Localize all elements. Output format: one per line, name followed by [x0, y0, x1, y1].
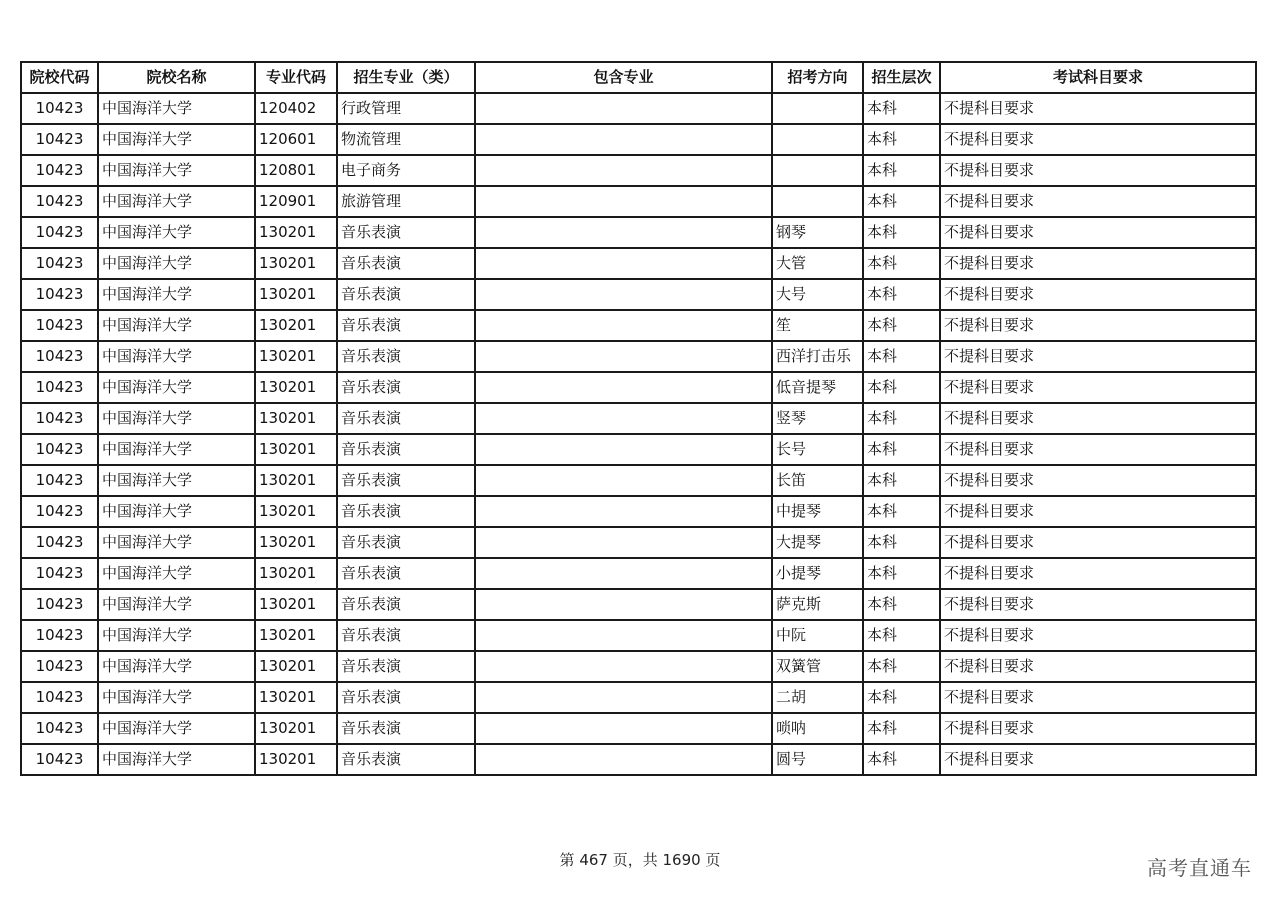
page-number: 第 467 页，共 1690 页: [559, 851, 721, 869]
level-cell: 本科: [863, 527, 940, 558]
table-row: [21, 341, 1256, 372]
major-code-cell: 130201: [255, 310, 337, 341]
school-code-cell: 10423: [21, 651, 98, 682]
major-code-cell: 130201: [255, 682, 337, 713]
header-included-majors: 包含专业: [475, 62, 772, 93]
subject-requirement-cell: 不提科目要求: [940, 124, 1256, 155]
subject-requirement-cell: 不提科目要求: [940, 465, 1256, 496]
school-name-cell: 中国海洋大学: [98, 713, 255, 744]
school-code-cell: 10423: [21, 434, 98, 465]
major-code-cell: 130201: [255, 620, 337, 651]
direction-cell: 低音提琴: [772, 372, 863, 403]
school-name-cell: 中国海洋大学: [98, 496, 255, 527]
direction-cell: 唢呐: [772, 713, 863, 744]
subject-requirement-cell: 不提科目要求: [940, 682, 1256, 713]
direction-cell: 西洋打击乐: [772, 341, 863, 372]
subject-requirement-cell: 不提科目要求: [940, 155, 1256, 186]
school-name-cell: 中国海洋大学: [98, 434, 255, 465]
school-code-cell: 10423: [21, 589, 98, 620]
level-cell: 本科: [863, 217, 940, 248]
major-code-cell: 130201: [255, 465, 337, 496]
direction-cell: [772, 186, 863, 217]
major-code-cell: 130201: [255, 341, 337, 372]
subject-requirement-cell: 不提科目要求: [940, 744, 1256, 775]
subject-requirement-cell: 不提科目要求: [940, 527, 1256, 558]
major-category-cell: 音乐表演: [337, 744, 475, 775]
included-majors-cell: [475, 620, 772, 651]
major-code-cell: 130201: [255, 527, 337, 558]
table-row: [21, 279, 1256, 310]
school-name-cell: 中国海洋大学: [98, 155, 255, 186]
header-school-name: 院校名称: [98, 62, 255, 93]
level-cell: 本科: [863, 682, 940, 713]
watermark-text: 高考直通车: [1147, 856, 1252, 880]
school-name-cell: 中国海洋大学: [98, 620, 255, 651]
table-row: [21, 682, 1256, 713]
included-majors-cell: [475, 155, 772, 186]
school-name-cell: 中国海洋大学: [98, 744, 255, 775]
table-header-row: [21, 62, 1256, 93]
major-category-cell: 音乐表演: [337, 248, 475, 279]
level-cell: 本科: [863, 372, 940, 403]
level-cell: 本科: [863, 496, 940, 527]
school-code-cell: 10423: [21, 124, 98, 155]
subject-requirement-cell: 不提科目要求: [940, 341, 1256, 372]
direction-cell: 长号: [772, 434, 863, 465]
level-cell: 本科: [863, 124, 940, 155]
enrollment-table: [20, 61, 1257, 776]
header-subject-requirement: 考试科目要求: [940, 62, 1256, 93]
table-row: [21, 403, 1256, 434]
table-row: [21, 589, 1256, 620]
subject-requirement-cell: 不提科目要求: [940, 248, 1256, 279]
major-code-cell: 130201: [255, 589, 337, 620]
school-name-cell: 中国海洋大学: [98, 558, 255, 589]
subject-requirement-cell: 不提科目要求: [940, 713, 1256, 744]
table-row: [21, 527, 1256, 558]
included-majors-cell: [475, 465, 772, 496]
direction-cell: [772, 93, 863, 124]
major-category-cell: 音乐表演: [337, 465, 475, 496]
school-code-cell: 10423: [21, 186, 98, 217]
subject-requirement-cell: 不提科目要求: [940, 217, 1256, 248]
major-category-cell: 音乐表演: [337, 558, 475, 589]
included-majors-cell: [475, 186, 772, 217]
major-code-cell: 130201: [255, 744, 337, 775]
level-cell: 本科: [863, 155, 940, 186]
direction-cell: 中阮: [772, 620, 863, 651]
school-code-cell: 10423: [21, 620, 98, 651]
major-code-cell: 120601: [255, 124, 337, 155]
major-category-cell: 音乐表演: [337, 651, 475, 682]
subject-requirement-cell: 不提科目要求: [940, 186, 1256, 217]
subject-requirement-cell: 不提科目要求: [940, 372, 1256, 403]
major-category-cell: 物流管理: [337, 124, 475, 155]
school-name-cell: 中国海洋大学: [98, 217, 255, 248]
included-majors-cell: [475, 403, 772, 434]
included-majors-cell: [475, 496, 772, 527]
major-category-cell: 音乐表演: [337, 589, 475, 620]
school-code-cell: 10423: [21, 310, 98, 341]
table-row: [21, 744, 1256, 775]
header-level: 招生层次: [863, 62, 940, 93]
school-code-cell: 10423: [21, 403, 98, 434]
direction-cell: 大提琴: [772, 527, 863, 558]
major-code-cell: 120901: [255, 186, 337, 217]
direction-cell: [772, 155, 863, 186]
table-row: [21, 496, 1256, 527]
major-code-cell: 130201: [255, 713, 337, 744]
school-name-cell: 中国海洋大学: [98, 527, 255, 558]
included-majors-cell: [475, 682, 772, 713]
level-cell: 本科: [863, 248, 940, 279]
included-majors-cell: [475, 341, 772, 372]
subject-requirement-cell: 不提科目要求: [940, 589, 1256, 620]
included-majors-cell: [475, 279, 772, 310]
school-name-cell: 中国海洋大学: [98, 186, 255, 217]
school-name-cell: 中国海洋大学: [98, 248, 255, 279]
level-cell: 本科: [863, 558, 940, 589]
major-code-cell: 120402: [255, 93, 337, 124]
table-row: [21, 310, 1256, 341]
included-majors-cell: [475, 434, 772, 465]
direction-cell: 大管: [772, 248, 863, 279]
major-category-cell: 行政管理: [337, 93, 475, 124]
direction-cell: 萨克斯: [772, 589, 863, 620]
school-name-cell: 中国海洋大学: [98, 279, 255, 310]
direction-cell: 大号: [772, 279, 863, 310]
subject-requirement-cell: 不提科目要求: [940, 434, 1256, 465]
school-name-cell: 中国海洋大学: [98, 589, 255, 620]
table-body: [21, 93, 1256, 775]
level-cell: 本科: [863, 589, 940, 620]
school-code-cell: 10423: [21, 496, 98, 527]
included-majors-cell: [475, 651, 772, 682]
direction-cell: 笙: [772, 310, 863, 341]
direction-cell: 双簧管: [772, 651, 863, 682]
major-category-cell: 音乐表演: [337, 527, 475, 558]
major-code-cell: 130201: [255, 434, 337, 465]
major-category-cell: 音乐表演: [337, 682, 475, 713]
header-major-code: 专业代码: [255, 62, 337, 93]
included-majors-cell: [475, 217, 772, 248]
direction-cell: 小提琴: [772, 558, 863, 589]
subject-requirement-cell: 不提科目要求: [940, 651, 1256, 682]
major-code-cell: 130201: [255, 248, 337, 279]
level-cell: 本科: [863, 186, 940, 217]
level-cell: 本科: [863, 434, 940, 465]
school-name-cell: 中国海洋大学: [98, 403, 255, 434]
school-code-cell: 10423: [21, 558, 98, 589]
school-name-cell: 中国海洋大学: [98, 124, 255, 155]
school-code-cell: 10423: [21, 217, 98, 248]
included-majors-cell: [475, 93, 772, 124]
level-cell: 本科: [863, 403, 940, 434]
major-category-cell: 电子商务: [337, 155, 475, 186]
included-majors-cell: [475, 527, 772, 558]
table-row: [21, 465, 1256, 496]
major-category-cell: 旅游管理: [337, 186, 475, 217]
level-cell: 本科: [863, 651, 940, 682]
header-school-code: 院校代码: [21, 62, 98, 93]
subject-requirement-cell: 不提科目要求: [940, 558, 1256, 589]
school-code-cell: 10423: [21, 341, 98, 372]
subject-requirement-cell: 不提科目要求: [940, 496, 1256, 527]
subject-requirement-cell: 不提科目要求: [940, 93, 1256, 124]
school-code-cell: 10423: [21, 713, 98, 744]
table-row: [21, 93, 1256, 124]
level-cell: 本科: [863, 465, 940, 496]
direction-cell: [772, 124, 863, 155]
level-cell: 本科: [863, 744, 940, 775]
included-majors-cell: [475, 713, 772, 744]
table-row: [21, 372, 1256, 403]
major-category-cell: 音乐表演: [337, 310, 475, 341]
direction-cell: 钢琴: [772, 217, 863, 248]
school-name-cell: 中国海洋大学: [98, 341, 255, 372]
table-row: [21, 155, 1256, 186]
included-majors-cell: [475, 744, 772, 775]
school-code-cell: 10423: [21, 279, 98, 310]
subject-requirement-cell: 不提科目要求: [940, 620, 1256, 651]
school-name-cell: 中国海洋大学: [98, 682, 255, 713]
level-cell: 本科: [863, 93, 940, 124]
major-category-cell: 音乐表演: [337, 434, 475, 465]
major-category-cell: 音乐表演: [337, 341, 475, 372]
included-majors-cell: [475, 589, 772, 620]
table-row: [21, 651, 1256, 682]
direction-cell: 圆号: [772, 744, 863, 775]
table-row: [21, 217, 1256, 248]
included-majors-cell: [475, 124, 772, 155]
level-cell: 本科: [863, 713, 940, 744]
header-major-category: 招生专业（类）: [337, 62, 475, 93]
subject-requirement-cell: 不提科目要求: [940, 279, 1256, 310]
direction-cell: 二胡: [772, 682, 863, 713]
school-name-cell: 中国海洋大学: [98, 465, 255, 496]
subject-requirement-cell: 不提科目要求: [940, 403, 1256, 434]
major-category-cell: 音乐表演: [337, 496, 475, 527]
included-majors-cell: [475, 248, 772, 279]
included-majors-cell: [475, 310, 772, 341]
major-category-cell: 音乐表演: [337, 620, 475, 651]
table-row: [21, 124, 1256, 155]
school-code-cell: 10423: [21, 744, 98, 775]
included-majors-cell: [475, 558, 772, 589]
included-majors-cell: [475, 372, 772, 403]
major-category-cell: 音乐表演: [337, 713, 475, 744]
level-cell: 本科: [863, 341, 940, 372]
major-category-cell: 音乐表演: [337, 403, 475, 434]
school-code-cell: 10423: [21, 465, 98, 496]
header-direction: 招考方向: [772, 62, 863, 93]
table-row: [21, 186, 1256, 217]
level-cell: 本科: [863, 310, 940, 341]
table-row: [21, 434, 1256, 465]
table-row: [21, 248, 1256, 279]
table-row: [21, 620, 1256, 651]
school-name-cell: 中国海洋大学: [98, 651, 255, 682]
school-name-cell: 中国海洋大学: [98, 310, 255, 341]
level-cell: 本科: [863, 279, 940, 310]
major-category-cell: 音乐表演: [337, 372, 475, 403]
major-code-cell: 120801: [255, 155, 337, 186]
major-code-cell: 130201: [255, 651, 337, 682]
major-code-cell: 130201: [255, 496, 337, 527]
school-code-cell: 10423: [21, 527, 98, 558]
major-code-cell: 130201: [255, 372, 337, 403]
major-code-cell: 130201: [255, 558, 337, 589]
major-code-cell: 130201: [255, 279, 337, 310]
school-name-cell: 中国海洋大学: [98, 372, 255, 403]
school-code-cell: 10423: [21, 155, 98, 186]
subject-requirement-cell: 不提科目要求: [940, 310, 1256, 341]
school-code-cell: 10423: [21, 93, 98, 124]
major-code-cell: 130201: [255, 217, 337, 248]
school-name-cell: 中国海洋大学: [98, 93, 255, 124]
direction-cell: 竖琴: [772, 403, 863, 434]
major-category-cell: 音乐表演: [337, 279, 475, 310]
school-code-cell: 10423: [21, 372, 98, 403]
table-row: [21, 713, 1256, 744]
major-code-cell: 130201: [255, 403, 337, 434]
major-category-cell: 音乐表演: [337, 217, 475, 248]
direction-cell: 中提琴: [772, 496, 863, 527]
direction-cell: 长笛: [772, 465, 863, 496]
school-code-cell: 10423: [21, 248, 98, 279]
level-cell: 本科: [863, 620, 940, 651]
school-code-cell: 10423: [21, 682, 98, 713]
table-row: [21, 558, 1256, 589]
